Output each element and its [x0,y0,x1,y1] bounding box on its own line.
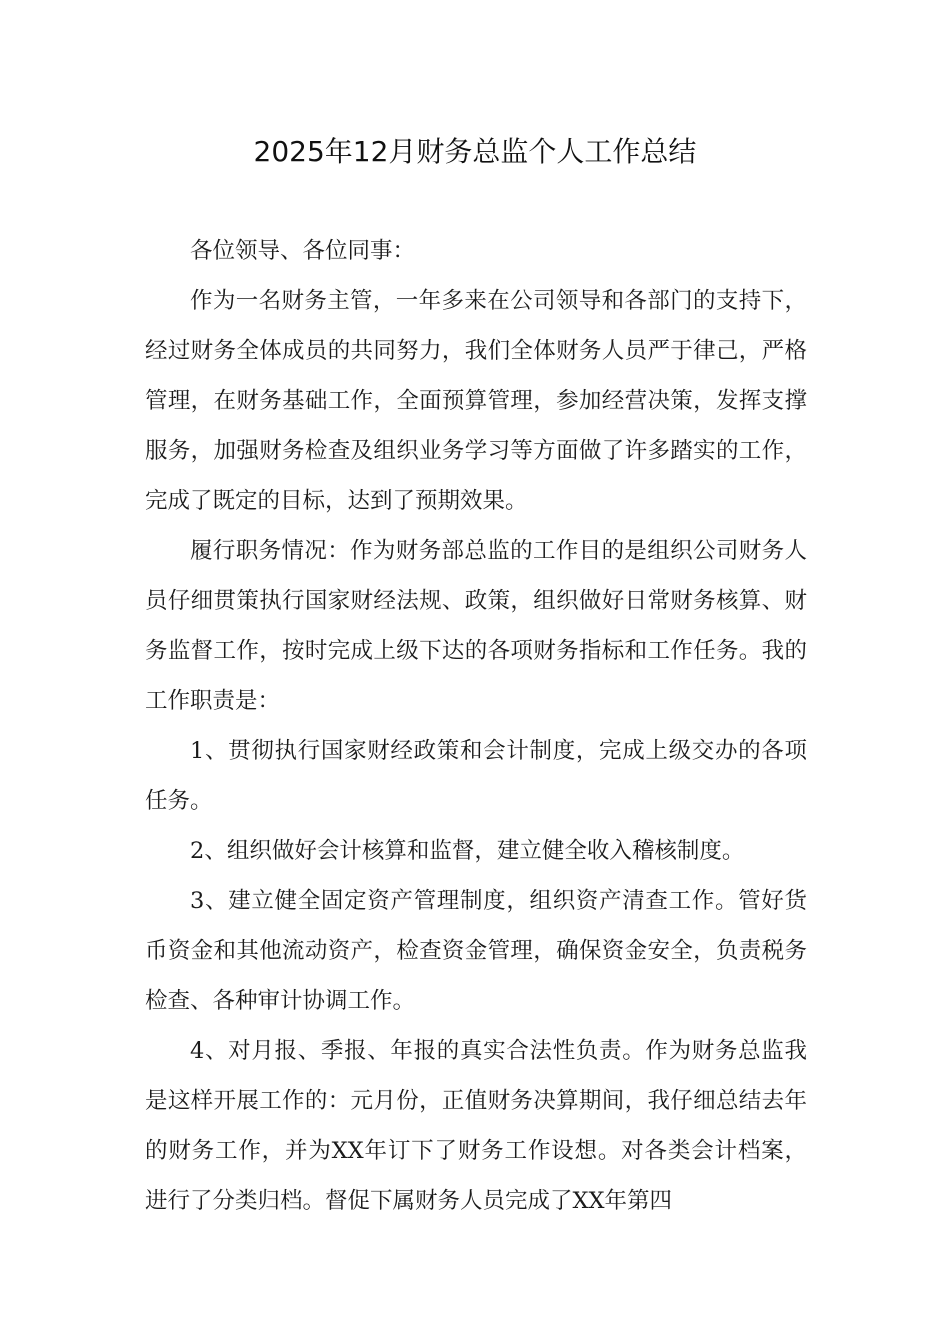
duty-item-2: 2、组织做好会计核算和监督，建立健全收入稽核制度。 [190,838,745,864]
document-title: 2025年12月财务总监个人工作总结 [253,135,697,168]
salutation-paragraph: 各位领导、各位同事： [190,238,416,264]
duty-item-3: 3、建立健全固定资产管理制度，组织资产清查工作。管好货币资金和其他流动资产，检查资金管理，确保资金安全，负责税务检查、各种审计协调工作。 [145,888,807,1014]
duty-item-4: 4、对月报、季报、年报的真实合法性负责。作为财务总监我是这样开展工作的：元月份，正值财务决算期间，我仔细总结去年的财务工作，并为XX年订下了财务工作设想。对各类会计档案，进行了分类归档。督促下属财务人员完成了XX年第四 [145,1038,807,1214]
duty-item-1: 1、贯彻执行国家财经政策和会计制度，完成上级交办的各项任务。 [145,738,807,814]
intro-paragraph: 作为一名财务主管，一年多来在公司领导和各部门的支持下，经过财务全体成员的共同努力，我们全体财务人员严于律己，严格管理，在财务基础工作，全面预算管理，参加经营决策，发挥支撑服务，加强财务检查及组织业务学习等方面做了许多踏实的工作，完成了既定的目标，达到了预期效果。 [145,288,807,514]
document-body [145,226,807,1226]
duties-paragraph: 履行职务情况：作为财务部总监的工作目的是组织公司财务人员仔细贯策执行国家财经法规、政策，组织做好日常财务核算、财务监督工作，按时完成上级下达的各项财务指标和工作任务。我的工作职责是： [145,538,807,714]
